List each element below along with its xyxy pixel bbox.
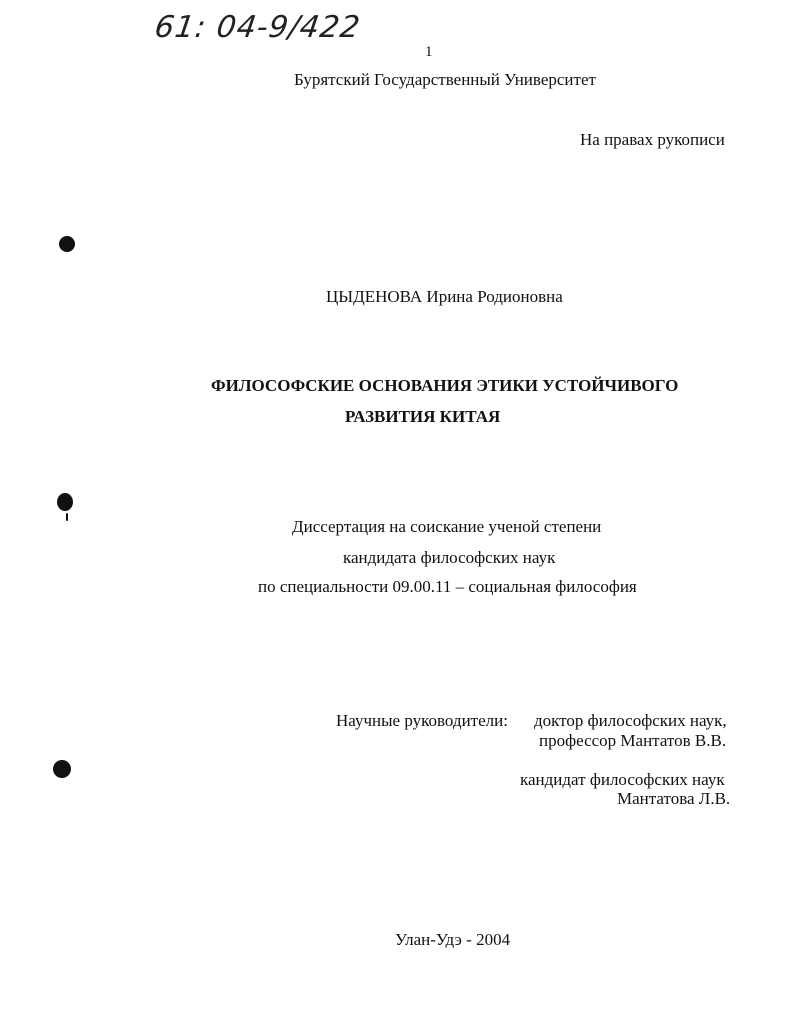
page-number: 1 [425,44,433,60]
dissertation-title-line2: РАЗВИТИЯ КИТАЯ [345,407,501,426]
degree-line2: кандидата философских наук [343,548,556,567]
punch-hole-mark [57,493,73,511]
university-name: Бурятский Государственный Университет [294,70,596,89]
city-year: Улан-Удэ - 2004 [395,930,511,949]
supervisors-label: Научные руководители: [336,711,508,730]
handwritten-archive-code: 61: 04-9/422 [152,10,363,45]
supervisor2-name: Мантатова Л.В. [617,789,731,808]
supervisor2-degree: кандидат философских наук [520,770,725,789]
specialty-line: по специальности 09.00.11 – социальная философия [258,577,637,596]
supervisor1-name: профессор Мантатов В.В. [539,731,727,750]
degree-line1: Диссертация на соискание ученой степени [292,517,602,536]
author-name: ЦЫДЕНОВА Ирина Родионовна [326,287,563,306]
punch-hole-mark [59,236,75,252]
rights-note: На правах рукописи [580,130,725,149]
punch-hole-mark [53,760,71,778]
punch-hole-mark-tail [66,513,68,521]
dissertation-title-line1: ФИЛОСОФСКИЕ ОСНОВАНИЯ ЭТИКИ УСТОЙЧИВОГО [211,376,679,395]
supervisor1-degree: доктор философских наук, [534,711,727,730]
